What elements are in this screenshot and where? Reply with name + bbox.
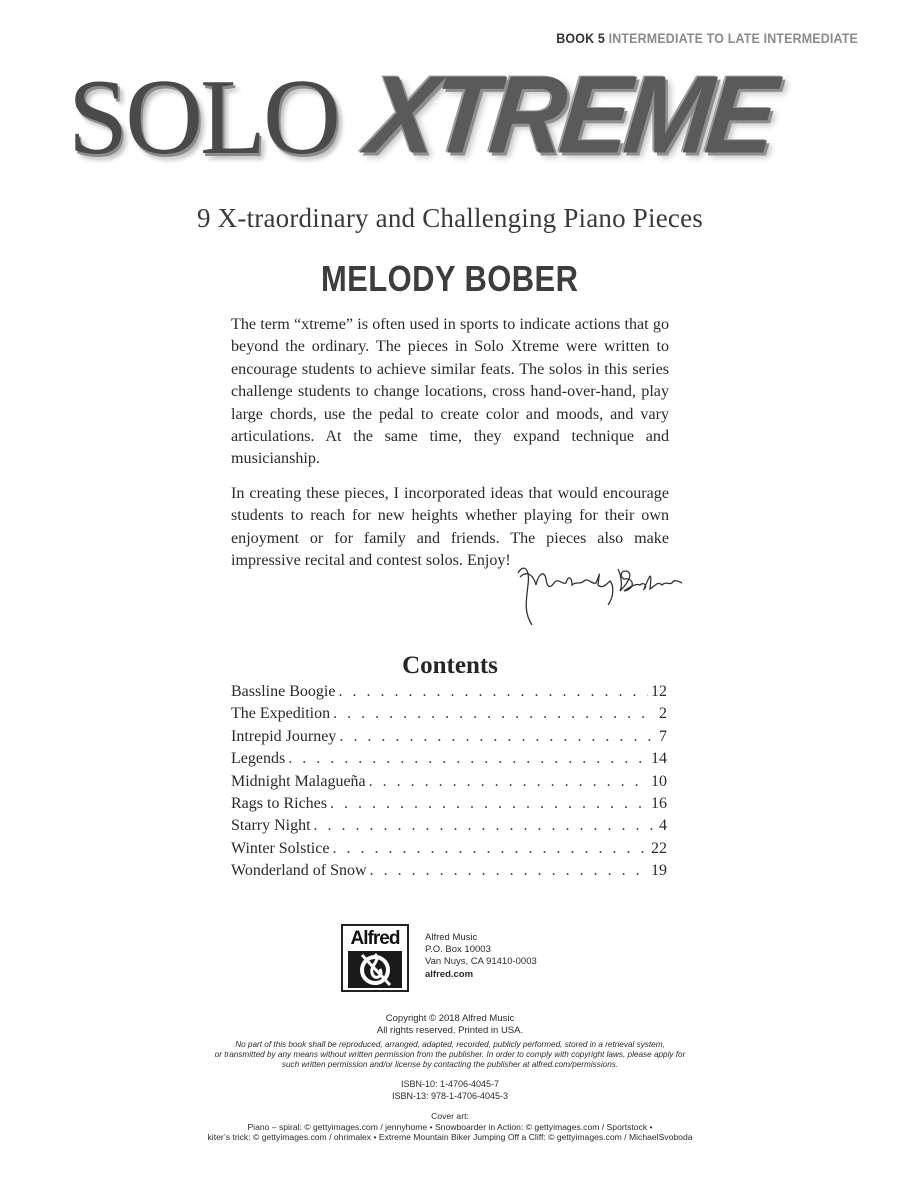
toc-item-title: Legends (231, 750, 286, 768)
book-number: BOOK 5 (556, 31, 605, 46)
toc-item-the-expedition[interactable] (231, 705, 667, 727)
series-level-line (556, 31, 858, 46)
isbn-13: ISBN-13: 978-1-4706-4045-3 (391, 1090, 509, 1101)
publisher-name: Alfred Music (425, 932, 478, 943)
toc-item-page: 2 (659, 705, 667, 723)
intro-paragraph-1: The term “xtreme” is often used in sports to indicate actions that go beyond the ordinary. The pieces in Solo Xtreme were written to encourage students to achieve similar feats. The solos in this series challenge students to change locations, cross hand-over-hand, play large chords, use the pedal to create color and moods, and vary articulations. At the same time, they expand technique and musicianship. (231, 316, 669, 468)
toc-item-title: Bassline Boogie (231, 683, 336, 700)
publisher-city: Van Nuys, CA 91410-0003 (425, 956, 537, 968)
dot-leader (339, 728, 656, 746)
toc-item-title: Winter Solstice (231, 839, 330, 857)
dot-leader (370, 862, 648, 880)
toc-item-title: Intrepid Journey (231, 727, 337, 745)
copyright-block (0, 1013, 900, 1036)
isbn-10: ISBN-10: 1-4706-4045-7 (400, 1079, 500, 1089)
author-name (0, 258, 900, 300)
author-name-text: MELODY BOBER (321, 258, 579, 299)
table-of-contents (231, 683, 667, 885)
toc-item-bassline-boogie[interactable] (231, 683, 667, 705)
toc-item-winter-solstice[interactable] (231, 840, 667, 862)
toc-item-title: Wonderland of Snow (231, 862, 367, 880)
dot-leader (332, 840, 648, 858)
toc-item-intrepid-journey[interactable] (231, 728, 667, 750)
toc-item-rags-to-riches[interactable] (231, 795, 667, 817)
toc-item-page: 14 (651, 750, 667, 768)
toc-item-page: 7 (659, 727, 667, 745)
publisher-block (341, 924, 601, 996)
toc-item-title: Midnight Malagueña (231, 772, 366, 790)
book-subtitle: 9 X-traordinary and Challenging Piano Pieces (197, 203, 703, 233)
toc-item-page: 4 (659, 817, 667, 835)
toc-item-starry-night[interactable] (231, 817, 667, 839)
contents-heading: Contents (402, 652, 498, 679)
legal-notice (0, 1040, 900, 1071)
toc-item-title: Starry Night (231, 817, 311, 835)
toc-item-wonderland-of-snow[interactable] (231, 862, 667, 884)
cover-art-credit-1: Piano – spiral: © gettyimages.com / jennyhome • Snowboarder in Action: © gettyimages.com / Sportstock • (247, 1121, 653, 1132)
toc-item-midnight-malaguena[interactable] (231, 773, 667, 795)
author-signature (510, 555, 690, 635)
logo-word-solo: SOLO (68, 58, 339, 177)
dot-leader (314, 817, 656, 835)
cover-art-title: Cover art: (431, 1111, 469, 1121)
cover-art-credits (0, 1111, 900, 1143)
cover-art-credit-2: kiter’s trick: © gettyimages.com / ohrimalex • Extreme Mountain Biker Jumping Off a Cliff: © gettyimages.com / MichaelSvoboda (207, 1132, 693, 1142)
intro-paragraph-2: In creating these pieces, I incorporated ideas that would encourage students to reach for new heights whether playing for their own enjoyment or for family and friends. The pieces also make impressive recital and contest solos. Enjoy! (231, 484, 669, 570)
isbn-block (0, 1079, 900, 1102)
alfred-logo-text: Alfred (350, 928, 400, 949)
logo-word-xtreme: XTREME (361, 53, 778, 177)
toc-item-page: 16 (651, 794, 667, 812)
rights-line: All rights reserved. Printed in USA. (376, 1024, 524, 1036)
toc-item-page: 10 (651, 772, 667, 790)
toc-item-title: The Expedition (231, 705, 331, 723)
toc-item-page: 19 (651, 862, 667, 880)
dot-leader (369, 773, 648, 791)
toc-item-title: Rags to Riches (231, 794, 327, 812)
toc-item-page: 12 (651, 683, 667, 700)
toc-item-legends[interactable] (231, 750, 667, 772)
publisher-po-box: P.O. Box 10003 (425, 944, 491, 956)
legal-notice-line-3: such written permission and/or license by contacting the publisher at alfred.com/permissions. (281, 1060, 619, 1070)
solo-xtreme-logo (68, 53, 848, 188)
treble-clef-icon (348, 951, 402, 988)
dot-leader (333, 705, 656, 723)
toc-item-page: 22 (651, 839, 667, 857)
difficulty-level: INTERMEDIATE TO LATE INTERMEDIATE (608, 31, 858, 46)
copyright-line: Copyright © 2018 Alfred Music (385, 1013, 515, 1024)
publisher-address (425, 932, 537, 981)
dot-leader (330, 795, 648, 813)
legal-notice-line-1: No part of this book shall be reproduced, arranged, adapted, recorded, publicly performed, stored in a retrieval system, (235, 1040, 665, 1049)
publisher-website-link[interactable]: alfred.com (425, 968, 474, 980)
dot-leader (288, 750, 648, 768)
introduction (231, 314, 669, 584)
dot-leader (338, 683, 648, 701)
legal-notice-line-2: or transmitted by any means without written permission from the publisher. In order to comply with copyright laws, please apply for (214, 1050, 686, 1060)
alfred-logo (341, 924, 409, 992)
